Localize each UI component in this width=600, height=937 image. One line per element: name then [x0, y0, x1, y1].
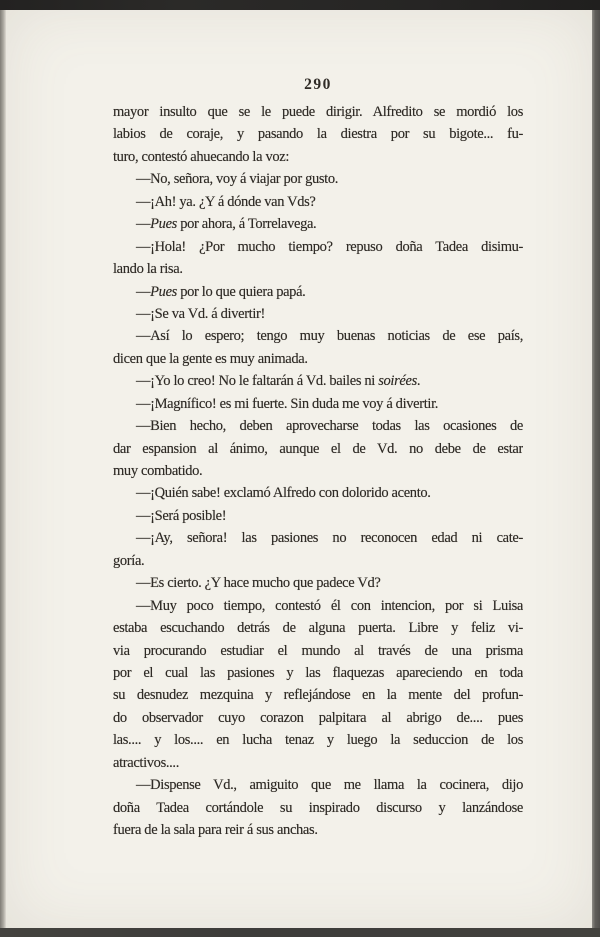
text-line: doña Tadea cortándole su inspirado discurso y lanzándose	[113, 799, 523, 816]
page-number: 290	[304, 76, 332, 93]
text-line: lando la risa.	[113, 261, 183, 278]
text-line: —¡Yo lo creo! No le faltarán á Vd. bailes ni soirées.	[136, 373, 421, 390]
text-line: fuera de la sala para reir á sus anchas.	[113, 822, 318, 838]
text-line: dicen que la gente es muy animada.	[113, 350, 308, 367]
text-line: por el cual las pasiones y las flaquezas apareciendo en toda	[113, 664, 523, 681]
text-line: —Pues por ahora, á Torrelavega.	[136, 216, 317, 233]
text-line: —Pues por lo que quiera papá.	[136, 283, 306, 300]
text-line: —Así lo espero; tengo muy buenas noticias de ese país,	[136, 328, 523, 345]
text-line: —¡Quién sabe! exclamó Alfredo con dolorido acento.	[136, 485, 431, 502]
text-line: goría.	[113, 552, 145, 569]
text-line: —Muy poco tiempo, contestó él con intencion, por si Luisa	[136, 597, 523, 614]
text-line: dar espansion al ánimo, aunque el de Vd. no debe de estar	[113, 440, 523, 457]
text-line: —Es cierto. ¿Y hace mucho que padece Vd?	[136, 575, 381, 592]
text-line: —Bien hecho, deben aprovecharse todas las ocasiones de	[136, 418, 523, 435]
text-line: muy combatido.	[113, 463, 203, 479]
text-line: —¡Será posible!	[136, 507, 227, 524]
text-line: —No, señora, voy á viajar por gusto.	[136, 171, 339, 188]
text-line: —¡Hola! ¿Por mucho tiempo? repuso doña Tadea disimu-	[136, 238, 523, 255]
text-line: do observador cuyo corazon palpitara al abrigo de.... pues	[113, 709, 523, 726]
text-line: —Dispense Vd., amiguito que me llama la cocinera, dijo	[136, 777, 523, 794]
text-line: via procurando estudiar el mundo al través de una prisma	[113, 642, 523, 659]
text-line: las.... y los.... en lucha tenaz y luego la seduccion de los	[113, 732, 523, 749]
text-line: labios de coraje, y pasando la diestra por su bigote... fu-	[113, 126, 523, 143]
text-line: —¡Magnífico! es mi fuerte. Sin duda me voy á divertir.	[136, 395, 439, 412]
page-text	[113, 101, 523, 841]
text-line: turo, contestó ahuecando la voz:	[113, 148, 290, 165]
scan-edge-top	[0, 0, 600, 10]
scan-edge-right	[592, 9, 600, 929]
scan-edge-bottom	[0, 928, 600, 937]
text-line: —¡Ah! ya. ¿Y á dónde van Vds?	[136, 193, 316, 210]
scan-edge-left	[0, 9, 6, 929]
text-line: su desnudez mezquina y reflejándose en la mente del profun-	[113, 687, 523, 704]
text-line: estaba escuchando detrás de alguna puerta. Libre y feliz vi-	[113, 620, 523, 637]
text-line: atractivos....	[113, 754, 179, 771]
text-line: mayor insulto que se le puede dirigir. Alfredito se mordió los	[113, 104, 523, 120]
text-line: —¡Se va Vd. á divertir!	[136, 305, 265, 322]
text-line: —¡Ay, señora! las pasiones no reconocen edad ni cate-	[136, 530, 523, 547]
